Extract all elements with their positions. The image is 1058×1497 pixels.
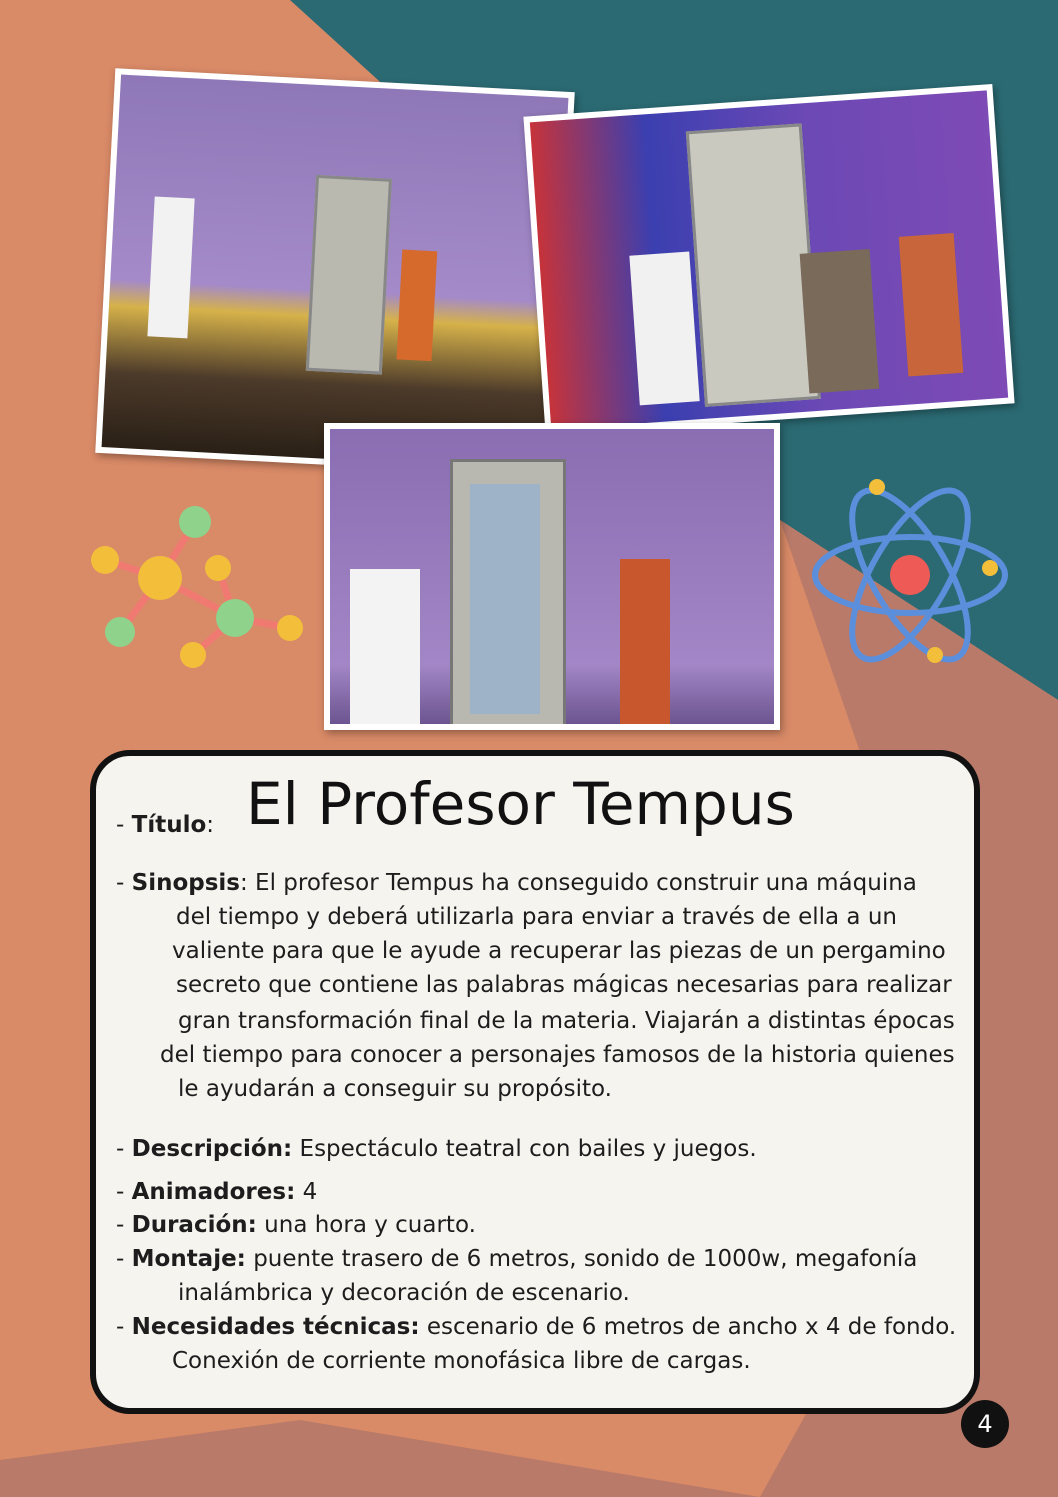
sinopsis-label: Sinopsis	[131, 870, 240, 896]
montaje-line: inalámbrica y decoración de escenario.	[178, 1280, 630, 1306]
necesidades-line: Conexión de corriente monofásica libre de cargas.	[172, 1348, 751, 1374]
title-label: Título	[131, 812, 207, 838]
sinopsis-row: - Sinopsis: El profesor Tempus ha conseguido construir una máquina	[116, 870, 917, 896]
sinopsis-line: le ayudarán a conseguir su propósito.	[178, 1076, 612, 1102]
descripcion-label: Descripción:	[131, 1136, 293, 1162]
stage-photo-2	[523, 84, 1014, 436]
animadores-label: Animadores:	[131, 1179, 296, 1205]
sinopsis-line: gran transformación final de la materia. Viajarán a distintas épocas	[178, 1008, 955, 1034]
montaje-row: - Montaje: puente trasero de 6 metros, sonido de 1000w, megafonía	[116, 1246, 918, 1272]
show-title: El Profesor Tempus	[246, 770, 795, 838]
sinopsis-line: del tiempo y deberá utilizarla para enviar a través de ella a un	[176, 904, 897, 930]
descripcion-row: - Descripción: Espectáculo teatral con bailes y juegos.	[116, 1136, 757, 1162]
title-row: - Título:	[116, 812, 215, 838]
sinopsis-line: secreto que contiene las palabras mágicas necesarias para realizar	[176, 972, 952, 998]
necesidades-row: - Necesidades técnicas: escenario de 6 metros de ancho x 4 de fondo.	[116, 1314, 957, 1340]
stage-photo-1	[95, 68, 575, 477]
duracion-row: - Duración: una hora y cuarto.	[116, 1212, 476, 1238]
sinopsis-line: El profesor Tempus ha conseguido construir una máquina	[255, 870, 917, 896]
sinopsis-line: valiente para que le ayude a recuperar las piezas de un pergamino	[172, 938, 946, 964]
necesidades-line: escenario de 6 metros de ancho x 4 de fondo.	[426, 1314, 957, 1340]
animadores-row: - Animadores: 4	[116, 1179, 318, 1205]
descripcion-value: Espectáculo teatral con bailes y juegos.	[299, 1136, 757, 1162]
duracion-label: Duración:	[131, 1212, 257, 1238]
atom-icon	[805, 475, 1020, 670]
montaje-label: Montaje:	[131, 1246, 246, 1272]
sinopsis-line: del tiempo para conocer a personajes famosos de la historia quienes	[160, 1042, 955, 1068]
page-number: 4	[961, 1400, 1009, 1448]
molecule-icon	[75, 500, 305, 680]
montaje-line: puente trasero de 6 metros, sonido de 1000w, megafonía	[253, 1246, 918, 1272]
stage-photo-3	[324, 423, 780, 730]
animadores-value: 4	[302, 1179, 318, 1205]
necesidades-label: Necesidades técnicas:	[131, 1314, 420, 1340]
duracion-value: una hora y cuarto.	[264, 1212, 476, 1238]
